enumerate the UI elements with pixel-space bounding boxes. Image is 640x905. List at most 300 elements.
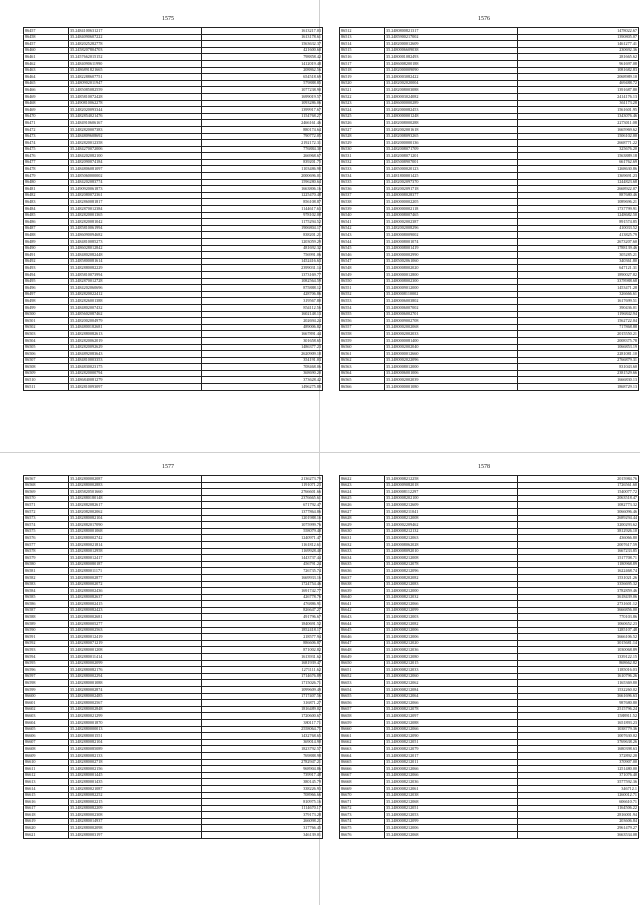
- table-row: [24, 687, 323, 694]
- coordinate-a-cell: 35.2480008211041: [385, 508, 518, 515]
- point-id-cell: 86461: [24, 54, 69, 61]
- coordinate-a-cell: 35.2482880082613: [69, 331, 202, 338]
- coordinate-a-cell: 35.2480006003802: [385, 298, 518, 305]
- table-row: [340, 766, 639, 773]
- coordinate-b-cell: 380117.71: [202, 719, 323, 726]
- coordinate-b-cell: 2015984.76: [518, 476, 639, 483]
- coordinate-a-cell: 35.2480008212078: [385, 561, 518, 568]
- table-row: [24, 673, 323, 680]
- table-row: [24, 159, 323, 166]
- point-id-cell: 86630: [340, 528, 385, 535]
- coordinate-a-cell: 35.2482820081042: [69, 219, 202, 226]
- table-row: [340, 495, 639, 502]
- point-id-cell: 86528: [340, 133, 385, 140]
- point-id-cell: 86588: [24, 614, 69, 621]
- coordinate-b-cell: 2192172.31: [202, 140, 323, 147]
- point-id-cell: 86544: [340, 239, 385, 246]
- point-id-cell: 86540: [340, 212, 385, 219]
- coordinate-a-cell: 35.2482826001388: [69, 298, 202, 305]
- point-id-cell: 86546: [340, 252, 385, 259]
- coordinate-a-cell: 35.2480008212051: [385, 805, 518, 812]
- coordinate-b-cell: 1390805.07: [518, 34, 639, 41]
- coordinate-b-cell: 654518.69: [202, 74, 323, 81]
- point-id-cell: 86556: [340, 318, 385, 325]
- point-id-cell: 86481: [24, 186, 69, 193]
- coordinate-b-cell: 891574.85: [518, 219, 639, 226]
- coordinate-b-cell: 671792.47: [202, 502, 323, 509]
- table-row: [340, 206, 639, 213]
- coordinate-b-cell: 1164506.22: [518, 805, 639, 812]
- table-row: [24, 489, 323, 496]
- table-row: [24, 278, 323, 285]
- table-row: [340, 146, 639, 153]
- coordinate-a-cell: 35.2490920061873: [69, 186, 202, 193]
- point-id-cell: 86485: [24, 212, 69, 219]
- point-id-cell: 86605: [24, 726, 69, 733]
- coordinate-a-cell: 35.2480008212082: [385, 621, 518, 628]
- coordinate-a-cell: 35.2482090074184: [69, 159, 202, 166]
- coordinate-a-cell: 35.2485810061994: [69, 225, 202, 232]
- table-row: [24, 318, 323, 325]
- point-id-cell: 86527: [340, 126, 385, 133]
- table-row: [24, 271, 323, 278]
- table-row: [340, 126, 639, 133]
- coordinate-a-cell: 35.2480008212011: [385, 759, 518, 766]
- point-id-cell: 86661: [340, 733, 385, 740]
- table-row: [24, 700, 323, 707]
- coordinate-a-cell: 35.2480008001419: [385, 245, 518, 252]
- point-id-cell: 86500: [24, 311, 69, 318]
- coordinate-b-cell: 1060652.23: [518, 621, 639, 628]
- coordinate-b-cell: 1613931.62: [202, 654, 323, 661]
- coordinate-b-cell: 1260012.71: [518, 792, 639, 799]
- coordinate-b-cell: 413825.79: [518, 232, 639, 239]
- coordinate-a-cell: 35.2480008212051: [385, 739, 518, 746]
- coordinate-b-cell: 208862.56: [202, 67, 323, 74]
- coordinate-b-cell: 203606.84: [518, 818, 639, 825]
- point-id-cell: 86571: [24, 502, 69, 509]
- coordinate-b-cell: 1852418.17: [202, 627, 323, 634]
- point-id-cell: 86583: [24, 581, 69, 588]
- table-row: [340, 733, 639, 740]
- table-row: [24, 34, 323, 41]
- coordinate-b-cell: 340361.80: [518, 258, 639, 265]
- table-row: [340, 252, 639, 259]
- table-row: [24, 140, 323, 147]
- coordinate-a-cell: 35.2482880000013: [69, 726, 202, 733]
- coordinate-a-cell: 35.2480008212083: [385, 581, 518, 588]
- coordinate-a-cell: 35.2480008212090: [385, 733, 518, 740]
- point-id-cell: 86599: [24, 687, 69, 694]
- coordinate-a-cell: 35.2480008212033: [385, 667, 518, 674]
- coordinate-b-cell: 1531021.26: [518, 574, 639, 581]
- coordinate-a-cell: 35.2480008212068: [385, 799, 518, 806]
- point-id-cell: 86521: [340, 87, 385, 94]
- coordinate-a-cell: 35.2480000081400: [385, 337, 518, 344]
- table-row: [24, 495, 323, 502]
- point-id-cell: 86533: [340, 166, 385, 173]
- table-row: [340, 28, 639, 35]
- coordinate-b-cell: 1081682.83: [518, 67, 639, 74]
- coordinate-a-cell: 35.2484202083774: [69, 179, 202, 186]
- coordinate-a-cell: 35.2480008212038: [385, 792, 518, 799]
- table-row: [24, 719, 323, 726]
- coordinate-a-cell: 35.2482880002436: [69, 588, 202, 595]
- coordinate-a-cell: 35.2482880014937: [69, 818, 202, 825]
- table-row: [24, 515, 323, 522]
- point-id-cell: 86473: [24, 133, 69, 140]
- coordinate-a-cell: 35.2480008212097: [385, 713, 518, 720]
- point-id-cell: 86526: [340, 120, 385, 127]
- coordinate-b-cell: 1103486.98: [202, 166, 323, 173]
- point-id-cell: 86566: [340, 384, 385, 391]
- coordinate-b-cell: 317766.45: [202, 825, 323, 832]
- table-row: [24, 555, 323, 562]
- point-id-cell: 86507: [24, 357, 69, 364]
- coordinate-a-cell: 35.2486090094682: [69, 232, 202, 239]
- point-id-cell: 86535: [340, 179, 385, 186]
- table-row: [24, 364, 323, 371]
- table-row: [24, 166, 323, 173]
- coordinate-b-cell: 856108.87: [202, 199, 323, 206]
- coordinate-a-cell: 35.2480008212080: [385, 654, 518, 661]
- point-id-cell: 86582: [24, 574, 69, 581]
- table-row: [340, 324, 639, 331]
- table-row: [340, 298, 639, 305]
- coordinate-b-cell: 2399031.14: [202, 265, 323, 272]
- coordinate-a-cell: 35.2482082002062: [69, 508, 202, 515]
- coordinate-b-cell: 325676.20: [518, 146, 639, 153]
- table-row: [340, 153, 639, 160]
- coordinate-b-cell: 456791.24: [202, 561, 323, 568]
- point-id-cell: 86499: [24, 304, 69, 311]
- coordinate-b-cell: 1244823.68: [518, 179, 639, 186]
- coordinate-b-cell: 647121.31: [518, 265, 639, 272]
- point-id-cell: 86658: [340, 713, 385, 720]
- coordinate-a-cell: 35.2480008212003: [385, 614, 518, 621]
- point-id-cell: 86575: [24, 528, 69, 535]
- coordinate-a-cell: 35.2482880002563: [69, 627, 202, 634]
- point-id-cell: 86525: [340, 113, 385, 120]
- coordinate-b-cell: 1165369.80: [518, 680, 639, 687]
- point-id-cell: 86581: [24, 568, 69, 575]
- coordinate-a-cell: 35.2482880012958: [69, 548, 202, 555]
- coordinate-a-cell: 35.2480008007465: [385, 212, 518, 219]
- table-row: [340, 607, 639, 614]
- table-row: [340, 687, 639, 694]
- point-id-cell: 86512: [340, 28, 385, 35]
- table-row: [340, 41, 639, 48]
- coordinate-b-cell: 2515796.24: [518, 706, 639, 713]
- point-id-cell: 86464: [24, 74, 69, 81]
- point-id-cell: 86619: [24, 818, 69, 825]
- table-row: [340, 568, 639, 575]
- coordinate-b-cell: 1154768.27: [202, 113, 323, 120]
- point-id-cell: 86610: [24, 759, 69, 766]
- coordinates-table: [23, 475, 323, 839]
- point-id-cell: 86574: [24, 522, 69, 529]
- coordinate-b-cell: 281665.62: [518, 54, 639, 61]
- point-id-cell: 86639: [340, 588, 385, 595]
- coordinate-a-cell: 35.2484800182681: [69, 324, 202, 331]
- coordinate-b-cell: 769888.98: [202, 752, 323, 759]
- table-row: [24, 832, 323, 839]
- point-id-cell: 86631: [340, 535, 385, 542]
- table-row: [24, 548, 323, 555]
- point-id-cell: 86530: [340, 146, 385, 153]
- coordinate-a-cell: 35.2480008212062: [385, 680, 518, 687]
- coordinate-a-cell: 35.2482870012384: [69, 206, 202, 213]
- point-id-cell: 86652: [340, 673, 385, 680]
- coordinate-a-cell: 35.2482880005277: [69, 621, 202, 628]
- point-id-cell: 86659: [340, 719, 385, 726]
- coordinate-a-cell: 35.2480000002118: [385, 206, 518, 213]
- coordinate-b-cell: 1561601.95: [518, 107, 639, 114]
- table-row: [24, 324, 323, 331]
- coordinate-a-cell: 35.2485060000002: [69, 173, 202, 180]
- point-id-cell: 86563: [340, 364, 385, 371]
- table-row: [24, 153, 323, 160]
- table-row: [24, 265, 323, 272]
- point-id-cell: 86666: [340, 766, 385, 773]
- table-row: [340, 508, 639, 515]
- coordinate-a-cell: 35.2482880002874: [69, 687, 202, 694]
- coordinate-a-cell: 35.2484810085273: [69, 239, 202, 246]
- coordinate-b-cell: 1610796.26: [518, 673, 639, 680]
- coordinate-b-cell: 266098.21: [202, 818, 323, 825]
- point-id-cell: 86545: [340, 245, 385, 252]
- coordinate-a-cell: 35.2480006007002: [385, 304, 518, 311]
- table-row: [340, 535, 639, 542]
- coordinate-a-cell: 35.2484202082100: [69, 153, 202, 160]
- point-id-cell: 86476: [24, 153, 69, 160]
- coordinate-b-cell: 839201.75: [202, 159, 323, 166]
- point-id-cell: 86553: [340, 298, 385, 305]
- coordinate-b-cell: 2620909.18: [202, 351, 323, 358]
- coordinate-b-cell: 1666830.13: [518, 377, 639, 384]
- table-row: [340, 680, 639, 687]
- point-id-cell: 86569: [24, 489, 69, 496]
- coordinate-a-cell: 35.2485820501660: [69, 489, 202, 496]
- coordinate-b-cell: 476886.91: [202, 601, 323, 608]
- table-row: [24, 541, 323, 548]
- table-row: [24, 54, 323, 61]
- table-row: [340, 271, 639, 278]
- point-id-cell: 86457: [24, 28, 69, 35]
- point-id-cell: 86632: [340, 541, 385, 548]
- coordinate-a-cell: 35.2480008009002: [385, 232, 518, 239]
- point-id-cell: 86539: [340, 206, 385, 213]
- page-divider-horizontal: [0, 452, 640, 453]
- point-id-cell: 86462: [24, 60, 69, 67]
- point-id-cell: 86489: [24, 239, 69, 246]
- coordinate-b-cell: 661762.69: [518, 159, 639, 166]
- point-id-cell: 86587: [24, 607, 69, 614]
- point-id-cell: 86600: [24, 693, 69, 700]
- coordinate-b-cell: 469488.72: [518, 80, 639, 87]
- coordinate-a-cell: 35.2482288607751: [69, 74, 202, 81]
- page-title: 1575: [162, 16, 174, 22]
- table-row: [340, 779, 639, 786]
- table-row: [340, 173, 639, 180]
- point-id-cell: 86488: [24, 232, 69, 239]
- coordinate-b-cell: 1868729.13: [518, 384, 639, 391]
- coordinate-a-cell: 35.2482882082617: [69, 502, 202, 509]
- table-row: [340, 759, 639, 766]
- coordinate-a-cell: 35.2480000012660: [385, 351, 518, 358]
- coordinate-a-cell: 35.2486891821665: [69, 67, 202, 74]
- coordinate-b-cell: 1691742.77: [202, 588, 323, 595]
- table-row: [24, 476, 323, 483]
- coordinate-a-cell: 35.2482820012358: [69, 140, 202, 147]
- coordinate-b-cell: 2273011.08: [518, 120, 639, 127]
- table-row: [24, 232, 323, 239]
- table-row: [24, 67, 323, 74]
- table-row: [340, 812, 639, 819]
- table-row: [340, 331, 639, 338]
- coordinate-a-cell: 35.2480008002300: [385, 278, 518, 285]
- coordinate-b-cell: 1562722.04: [518, 318, 639, 325]
- coordinate-b-cell: 1432768.65: [202, 733, 323, 740]
- coordinate-b-cell: 1343076.46: [518, 113, 639, 120]
- coordinate-a-cell: 35.2485602087462: [69, 311, 202, 318]
- coordinate-b-cell: 2961479.27: [518, 825, 639, 832]
- coordinate-b-cell: 266968.67: [202, 153, 323, 160]
- coordinate-b-cell: 1225470.48: [202, 192, 323, 199]
- point-id-cell: 86664: [340, 752, 385, 759]
- table-row: [24, 594, 323, 601]
- table-row: [24, 785, 323, 792]
- coordinate-a-cell: 35.2482880012417: [69, 555, 202, 562]
- point-id-cell: 86578: [24, 548, 69, 555]
- point-id-cell: 86615: [24, 792, 69, 799]
- coordinate-b-cell: 1377864.86: [202, 508, 323, 515]
- table-row: [340, 285, 639, 292]
- coordinate-b-cell: 3378988.68: [518, 278, 639, 285]
- coordinate-b-cell: 1714676.89: [202, 673, 323, 680]
- table-row: [24, 357, 323, 364]
- table-row: [24, 351, 323, 358]
- coordinate-a-cell: 35.2482880002485: [69, 693, 202, 700]
- coordinate-b-cell: 1412019.48: [202, 60, 323, 67]
- table-row: [340, 574, 639, 581]
- coordinate-a-cell: 35.2485810072428: [69, 93, 202, 100]
- point-id-cell: 86484: [24, 206, 69, 213]
- coordinate-b-cell: 1613178.61: [202, 34, 323, 41]
- coordinate-b-cell: 968904.86: [202, 766, 323, 773]
- point-id-cell: 86514: [340, 41, 385, 48]
- coordinate-a-cell: 35.2482880001445: [69, 772, 202, 779]
- coordinate-a-cell: 35.2482880001435: [69, 779, 202, 786]
- coordinate-a-cell: 35.2482820000794: [69, 370, 202, 377]
- point-id-cell: 86490: [24, 245, 69, 252]
- coordinate-b-cell: 1478022.67: [518, 28, 639, 35]
- coordinate-a-cell: 35.2482880002883: [69, 482, 202, 489]
- coordinate-a-cell: 35.2480002002033: [385, 331, 518, 338]
- point-id-cell: 86577: [24, 541, 69, 548]
- coordinate-a-cell: 35.2480006609038: [385, 47, 518, 54]
- coordinate-a-cell: 35.2482000009090: [385, 67, 518, 74]
- table-row: [340, 719, 639, 726]
- table-row: [340, 357, 639, 364]
- coordinate-b-cell: 810975.16: [202, 799, 323, 806]
- page-title: 1576: [478, 16, 490, 22]
- coordinate-a-cell: 35.2480008212079: [385, 746, 518, 753]
- coordinates-table: [23, 27, 323, 391]
- point-id-cell: 86543: [340, 232, 385, 239]
- coordinate-b-cell: 1185016.03: [518, 667, 639, 674]
- table-row: [24, 766, 323, 773]
- point-id-cell: 86614: [24, 785, 69, 792]
- coordinate-a-cell: 35.2484090611990: [69, 60, 202, 67]
- coordinate-a-cell: 35.2482880002415: [69, 601, 202, 608]
- coordinate-b-cell: 2731601.12: [518, 601, 639, 608]
- coordinate-b-cell: 2689294.44: [518, 515, 639, 522]
- table-row: [24, 733, 323, 740]
- point-id-cell: 86617: [24, 805, 69, 812]
- coordinate-a-cell: 35.2480002209462: [385, 522, 518, 529]
- coordinate-b-cell: 987680.80: [518, 700, 639, 707]
- point-id-cell: 86492: [24, 258, 69, 265]
- point-id-cell: 86537: [340, 192, 385, 199]
- coordinate-a-cell: 35.2480008212060: [385, 673, 518, 680]
- point-id-cell: 86502: [24, 324, 69, 331]
- coordinate-b-cell: 361173.28: [518, 100, 639, 107]
- coordinate-b-cell: 1665969.62: [518, 126, 639, 133]
- coordinate-b-cell: 2000696.01: [202, 173, 323, 180]
- point-id-cell: 86576: [24, 535, 69, 542]
- coordinate-a-cell: 35.2480008212020: [385, 640, 518, 647]
- point-id-cell: 86542: [340, 225, 385, 232]
- coordinate-a-cell: 35.2482000082453: [385, 107, 518, 114]
- coordinate-a-cell: 35.2480008212099: [385, 818, 518, 825]
- coordinate-b-cell: 305285.21: [518, 252, 639, 259]
- table-row: [340, 522, 639, 529]
- coordinate-a-cell: 35.2486000000289: [385, 100, 518, 107]
- point-id-cell: 86584: [24, 588, 69, 595]
- point-id-cell: 86567: [24, 476, 69, 483]
- coordinates-table: [339, 27, 639, 391]
- coordinate-b-cell: 436066.80: [518, 535, 639, 542]
- coordinate-b-cell: 1093286.06: [202, 100, 323, 107]
- point-id-cell: 86598: [24, 680, 69, 687]
- table-row: [340, 713, 639, 720]
- table-row: [24, 746, 323, 753]
- coordinate-a-cell: 35.2482880082229: [69, 265, 202, 272]
- table-row: [24, 581, 323, 588]
- table-row: [340, 601, 639, 608]
- point-id-cell: 86495: [24, 278, 69, 285]
- point-id-cell: 86633: [340, 548, 385, 555]
- table-row: [340, 232, 639, 239]
- point-id-cell: 86487: [24, 225, 69, 232]
- coordinate-b-cell: 1588911.52: [518, 713, 639, 720]
- coordinate-a-cell: 35.2480009082018: [385, 482, 518, 489]
- table-row: [24, 502, 323, 509]
- point-id-cell: 86472: [24, 126, 69, 133]
- coordinate-a-cell: 35.2480008212036: [385, 647, 518, 654]
- coordinate-b-cell: 1890027.82: [518, 271, 639, 278]
- table-row: [24, 239, 323, 246]
- table-row: [24, 120, 323, 127]
- coordinate-a-cell: 35.2482880001551: [69, 733, 202, 740]
- table-row: [24, 568, 323, 575]
- coordinate-b-cell: 426778.76: [202, 594, 323, 601]
- table-row: [24, 654, 323, 661]
- coordinate-a-cell: 35.2482854021476: [69, 113, 202, 120]
- table-row: [24, 528, 323, 535]
- table-row: [24, 199, 323, 206]
